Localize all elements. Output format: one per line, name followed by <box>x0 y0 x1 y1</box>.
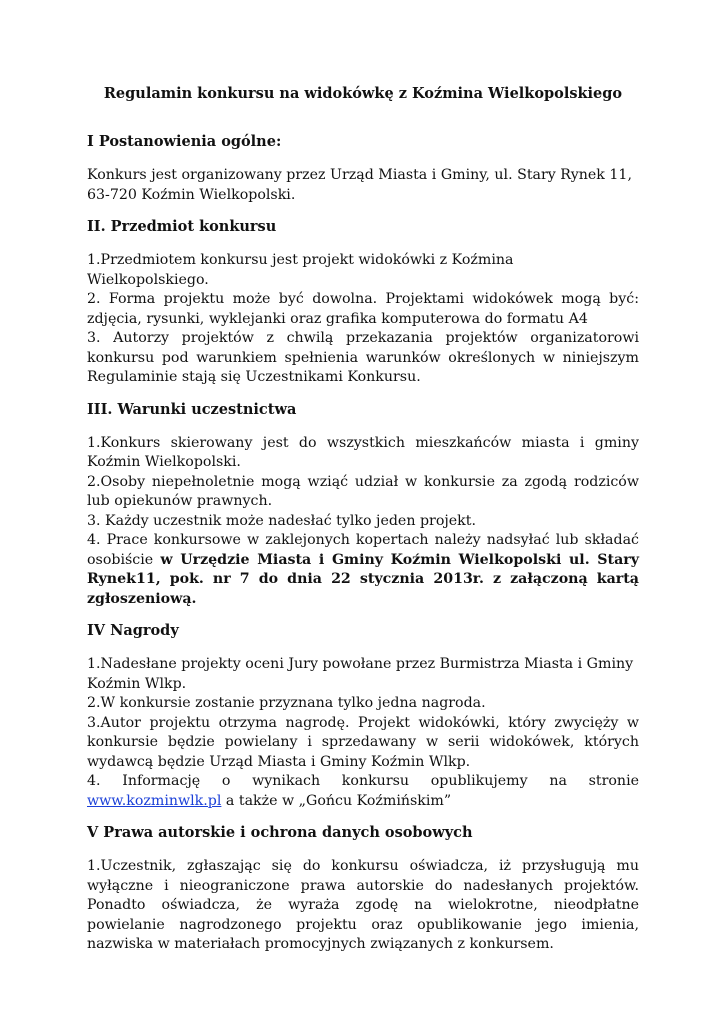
paragraph: Konkurs jest organizowany przez Urząd Miasta i Gminy, ul. Stary Rynek 11, 63-720 Koźmin Wielkopolski. <box>87 167 632 203</box>
paragraph: 3. Każdy uczestnik może nadesłać tylko jeden projekt. <box>87 512 476 529</box>
section-prizes <box>87 621 639 811</box>
section-subject <box>87 217 639 388</box>
section-copyright <box>87 823 639 955</box>
section-participation <box>87 400 639 610</box>
section-heading: II. Przedmiot konkursu <box>87 218 277 235</box>
website-link[interactable]: www.kozminwlk.pl <box>87 792 222 809</box>
section-heading: I Postanowienia ogólne: <box>87 133 282 150</box>
paragraph: 1.Nadesłane projekty oceni Jury powołane przez Burmistrza Miasta i Gminy Koźmin Wlkp. <box>87 656 634 692</box>
paragraph: 2.Osoby niepełnoletnie mogą wziąć udział w konkursie za zgodą rodziców lub opiekunów prawnych. <box>87 473 639 509</box>
paragraph-text: 4. Prace konkursowe w zaklejonych kopertach należy nadsyłać lub składać osobiście <box>87 532 639 568</box>
paragraph-text: 4. Informację o wynikach konkursu opublikujemy na stronie <box>87 773 639 789</box>
section-heading: III. Warunki uczestnictwa <box>87 400 297 418</box>
submission-address: w Urzędzie Miasta i Gminy Koźmin Wielkopolski ul. Stary Rynek11, pok. nr 7 do dnia 22 stycznia 2013r. z załączoną kartą zgłoszeniową. <box>87 551 639 607</box>
paragraph: 3. Autorzy projektów z chwilą przekazania projektów organizatorowi konkursu pod warunkiem spełnienia warunków określonych w niniejszym Regulaminie stają się Uczestnikami Konkursu. <box>87 330 639 385</box>
paragraph: 2.W konkursie zostanie przyznana tylko jedna nagroda. <box>87 695 486 711</box>
paragraph: 3.Autor projektu otrzyma nagrodę. Projekt widokówki, który zwycięży w konkursie będzie powielany i sprzedawany w serii widokówek, których wydawcą będzie Urząd Miasta i Gminy Koźmin Wlkp. <box>87 714 639 770</box>
paragraph <box>87 772 639 811</box>
document-title: Regulamin konkursu na widokówkę z Koźmina Wielkopolskiego <box>103 85 623 102</box>
paragraph: 1.Uczestnik, zgłaszając się do konkursu oświadcza, iż przysługują mu wyłączne i nieograniczone prawa autorskie do nadesłanych projektów. Ponadto oświadcza, że wyraża zgodę na wielokrotne, nieodpłatne powielanie nagrodzonego projektu oraz opublikowanie jego imienia, nazwiska w materiałach promocyjnych związanych z konkursem. <box>87 858 639 952</box>
paragraph <box>87 531 639 609</box>
section-heading: IV Nagrody <box>87 622 179 639</box>
paragraph: 2. Forma projektu może być dowolna. Projektami widokówek mogą być: zdjęcia, rysunki, wyklejanki oraz grafika komputerowa do formatu A4 <box>87 291 639 327</box>
paragraph: 1.Przedmiotem konkursu jest projekt widokówki z Koźmina Wielkopolskiego. <box>87 252 514 288</box>
paragraph: 1.Konkurs skierowany jest do wszystkich mieszkańców miasta i gminy Koźmin Wielkopolski. <box>87 434 639 470</box>
paragraph-text: a także w „Gońcu Koźmińskim” <box>225 792 452 809</box>
section-general-provisions <box>87 132 639 205</box>
section-heading: V Prawa autorskie i ochrona danych osobowych <box>87 824 473 841</box>
